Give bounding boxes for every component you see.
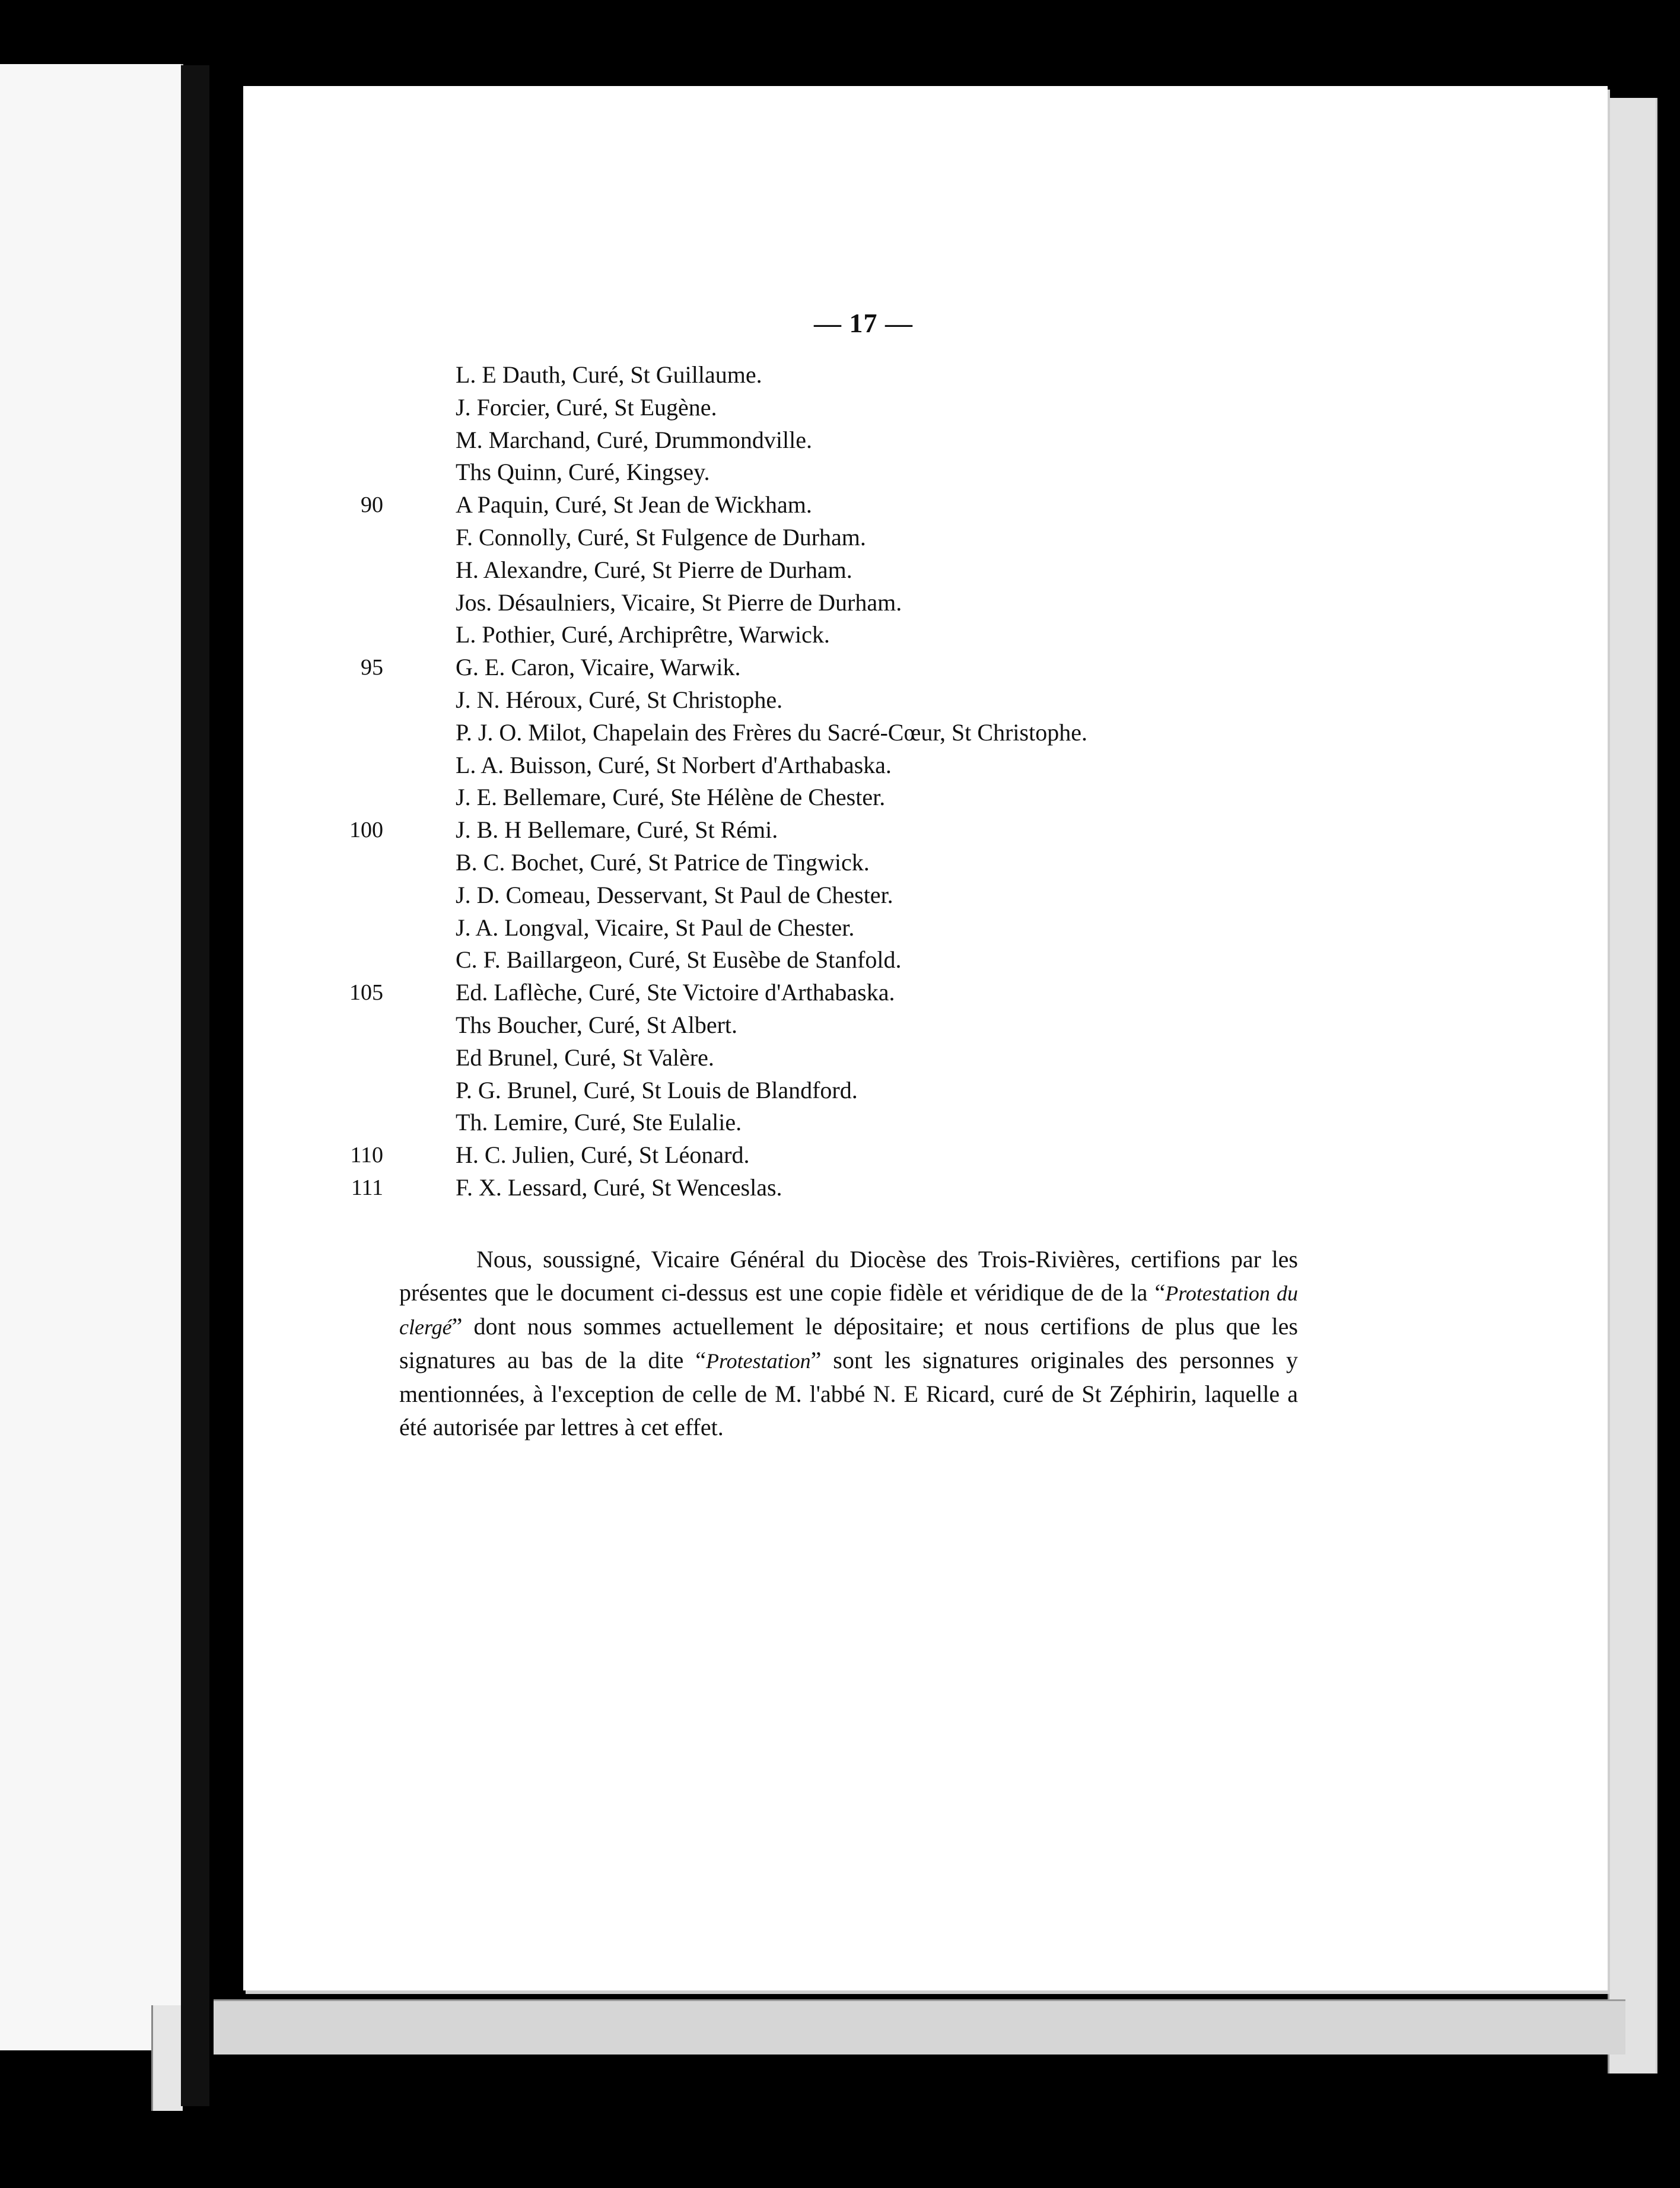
certification-text: ” sont les signatures originales des personnes y mentionnées, à l'exception de celle de M. l'abbé N. E Ricard, curé de St Zéphirin, laquelle a été autorisée par lettres à cet effet.: [399, 1347, 1298, 1440]
certification-text: ” dont nous sommes actuellement le dépositaire; et nous certifions de plus que les signatures au bas de la dite “: [399, 1313, 1298, 1373]
entry-text: J. B. H Bellemare, Curé, St Rémi.: [456, 816, 778, 844]
list-item: [386, 847, 1087, 879]
entry-text: L. A. Buisson, Curé, St Norbert d'Arthabaska.: [456, 751, 892, 778]
entry-text: G. E. Caron, Vicaire, Warwik.: [456, 654, 741, 681]
entry-text: Ed Brunel, Curé, St Valère.: [456, 1044, 714, 1071]
entry-text: J. E. Bellemare, Curé, Ste Hélène de Chester.: [456, 784, 886, 811]
protestation-title: Protestation: [705, 1349, 811, 1373]
entry-text: Ed. Laflèche, Curé, Ste Victoire d'Arthabaska.: [456, 979, 895, 1006]
entry-text: J. D. Comeau, Desservant, St Paul de Chester.: [456, 881, 893, 908]
book-spine: [181, 65, 209, 2106]
list-item: [386, 1106, 1087, 1139]
entry-text: P. J. O. Milot, Chapelain des Frères du Sacré-Cœur, St Christophe.: [456, 718, 1087, 746]
entry-text: Jos. Désaulniers, Vicaire, St Pierre de Durham.: [456, 589, 902, 616]
entry-text: A Paquin, Curé, St Jean de Wickham.: [456, 491, 812, 519]
left-page-edge: [151, 2005, 183, 2111]
entry-number: 110: [350, 1143, 383, 1168]
entry-text: C. F. Baillargeon, Curé, St Eusèbe de Stanfold.: [456, 946, 902, 974]
entry-text: Ths Boucher, Curé, St Albert.: [456, 1011, 737, 1038]
list-item: [386, 781, 1087, 814]
list-item: [386, 1009, 1087, 1042]
list-item: [386, 717, 1087, 749]
list-item: [361, 651, 1087, 684]
list-item: [386, 619, 1087, 651]
entry-number: 111: [351, 1175, 383, 1200]
list-item: [386, 587, 1087, 619]
list-item: [350, 1139, 1087, 1172]
list-item: [386, 749, 1087, 782]
page-stack-edge: [1608, 98, 1657, 2073]
list-item: [386, 456, 1087, 489]
list-item: [386, 684, 1087, 717]
list-item: [386, 554, 1087, 587]
certification-text: Nous, soussigné, Vicaire Général du Diocèse des Trois-Rivières, certifions par les présentes que le document ci-dessus est une copie fidèle et véridique de de la “: [399, 1246, 1298, 1306]
list-item: [386, 424, 1087, 457]
list-item: [349, 814, 1087, 847]
entry-text: L. E Dauth, Curé, St Guillaume.: [456, 361, 762, 388]
entry-text: P. G. Brunel, Curé, St Louis de Blandford.: [456, 1076, 858, 1103]
entry-text: B. C. Bochet, Curé, St Patrice de Tingwick.: [456, 848, 870, 876]
list-item: [349, 977, 1087, 1009]
list-item: [351, 1172, 1087, 1204]
entry-text: J. N. Héroux, Curé, St Christophe.: [456, 686, 783, 713]
entry-text: F. X. Lessard, Curé, St Wenceslas.: [456, 1173, 782, 1201]
page-stack-bottom: [214, 1999, 1625, 2055]
entry-text: Ths Quinn, Curé, Kingsey.: [456, 459, 710, 486]
protestation-du-clerge-title: Protestation du clergé: [399, 1281, 1298, 1339]
list-item: [386, 1042, 1087, 1074]
entry-text: J. Forcier, Curé, St Eugène.: [456, 393, 717, 421]
entry-text: J. A. Longval, Vicaire, St Paul de Chester.: [456, 914, 855, 941]
list-item: [361, 489, 1087, 521]
list-item: [386, 359, 1087, 392]
entry-number: 105: [349, 980, 383, 1006]
entry-number: 95: [361, 655, 383, 680]
entry-number: 90: [361, 492, 383, 518]
left-page: [0, 64, 183, 2050]
signatory-list: [349, 359, 1087, 1204]
certification-paragraph: [399, 1243, 1298, 1444]
entry-text: Th. Lemire, Curé, Ste Eulalie.: [456, 1109, 742, 1136]
list-item: [386, 879, 1087, 912]
entry-number: 100: [349, 818, 383, 843]
page-number: — 17 —: [814, 308, 913, 338]
list-item: [386, 944, 1087, 977]
list-item: [386, 521, 1087, 554]
entry-text: F. Connolly, Curé, St Fulgence de Durham.: [456, 523, 866, 551]
list-item: [386, 1074, 1087, 1107]
list-item: [386, 392, 1087, 424]
entry-text: H. C. Julien, Curé, St Léonard.: [456, 1141, 750, 1169]
entry-text: H. Alexandre, Curé, St Pierre de Durham.: [456, 556, 852, 583]
entry-text: L. Pothier, Curé, Archiprêtre, Warwick.: [456, 621, 830, 648]
list-item: [386, 912, 1087, 944]
entry-text: M. Marchand, Curé, Drummondville.: [456, 426, 812, 453]
